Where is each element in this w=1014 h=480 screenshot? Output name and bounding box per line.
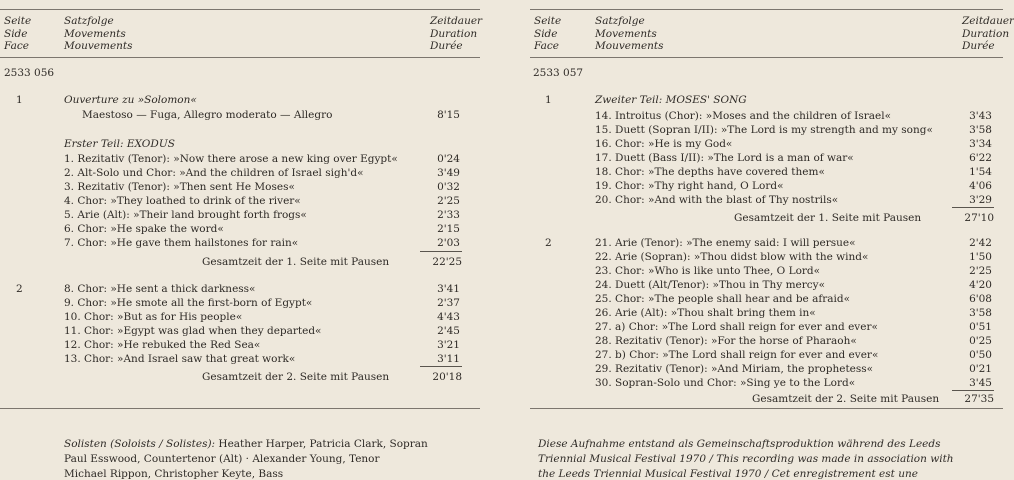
soloists-line-2: Paul Esswood, Countertenor (Alt) · Alexander Young, Tenor (64, 453, 380, 465)
header-duration: Duration (430, 27, 478, 40)
part-title: Zweiter Teil: MOSES' SONG (595, 94, 747, 106)
track-time: 4'20 (969, 279, 992, 291)
track-title: 14. Introitus (Chor): »Moses and the children of Israel« (595, 110, 891, 122)
track-title: 11. Chor: »Egypt was glad when they departed« (64, 325, 322, 337)
soloists-label: Solisten (Soloists / Solistes): (64, 438, 216, 450)
track-title: 24. Duett (Alt/Tenor): »Thou in Thy mercy« (595, 279, 826, 291)
left-header-duration-col (430, 15, 482, 53)
track-time: 3'34 (969, 138, 992, 150)
header-duration: Duration (962, 27, 1010, 40)
total-rule (952, 207, 994, 208)
recording-note-line-2: Triennial Musical Festival 1970 / This recording was made in association with (538, 453, 954, 465)
track-time: 1'54 (969, 166, 992, 178)
track-title: 1. Rezitativ (Tenor): »Now there arose a new king over Egypt« (64, 153, 398, 165)
recording-note-line-1: Diese Aufnahme entstand als Gemeinschaftsproduktion während des Leeds (538, 438, 941, 450)
track-title: 16. Chor: »He is my God« (595, 138, 733, 150)
track-title: 20. Chor: »And with the blast of Thy nostrils« (595, 194, 839, 206)
total-time: 27'10 (964, 212, 994, 224)
track-time: 4'43 (437, 311, 460, 323)
track-time: 0'21 (969, 363, 992, 375)
track-time: 2'15 (437, 223, 460, 235)
track-time: 0'25 (969, 335, 992, 347)
total-label: Gesamtzeit der 2. Seite mit Pausen (202, 371, 390, 383)
track-time: 3'49 (437, 167, 460, 179)
right-header-movements-col (595, 15, 664, 53)
track-title: 23. Chor: »Who is like unto Thee, O Lord« (595, 265, 821, 277)
soloists-line-1 (64, 438, 428, 450)
header-mouvements: Mouvements (595, 40, 664, 52)
recording-note-line-3: the Leeds Triennial Musical Festival 1970 / Cet enregistrement est une (538, 468, 918, 480)
track-title: 9. Chor: »He smote all the first-born of Egypt« (64, 297, 313, 309)
total-time: 27'35 (964, 393, 994, 405)
track-time: 0'50 (969, 349, 992, 361)
header-movements: Movements (595, 27, 657, 40)
track-title: 15. Duett (Sopran I/II): »The Lord is my strength and my song« (595, 124, 933, 136)
total-label: Gesamtzeit der 2. Seite mit Pausen (752, 393, 940, 405)
header-side: Side (534, 27, 558, 40)
header-zeitdauer: Zeitdauer (430, 15, 483, 27)
track-time: 6'08 (969, 293, 992, 305)
track-time: 3'45 (969, 377, 992, 389)
track-title: 26. Arie (Alt): »Thou shalt bring them in« (595, 307, 816, 319)
soloists-line-3: Michael Rippon, Christopher Keyte, Bass (64, 468, 284, 480)
track-title: 8. Chor: »He sent a thick darkness« (64, 283, 256, 295)
overture-title: Ouverture zu »Solomon« (64, 94, 197, 106)
track-title: 4. Chor: »They loathed to drink of the river« (64, 195, 301, 207)
track-time: 6'22 (969, 152, 992, 164)
track-title: 7. Chor: »He gave them hailstones for rain« (64, 237, 299, 249)
track-title: 10. Chor: »But as for His people« (64, 311, 243, 323)
track-title: 6. Chor: »He spake the word« (64, 223, 224, 235)
track-title: 12. Chor: »He rebuked the Red Sea« (64, 339, 261, 351)
right-header-duration-col (962, 15, 1014, 53)
track-time: 2'25 (437, 195, 460, 207)
overture-time: 8'15 (437, 109, 460, 121)
track-title: 17. Duett (Bass I/II): »The Lord is a man of war« (595, 152, 854, 164)
top-rule-right (530, 9, 1003, 10)
header-satzfolge: Satzfolge (595, 15, 645, 27)
catalog-number: 2533 056 (4, 67, 55, 79)
side-number: 2 (16, 283, 23, 295)
track-time: 2'03 (437, 237, 460, 249)
track-time: 2'33 (437, 209, 460, 221)
side-number: 2 (545, 237, 552, 249)
track-title: 29. Rezitativ (Tenor): »And Miriam, the prophetess« (595, 363, 874, 375)
track-title: 2. Alt-Solo und Chor: »And the children of Israel sigh'd« (64, 167, 364, 179)
track-title: 30. Sopran-Solo und Chor: »Sing ye to the Lord« (595, 377, 856, 389)
track-title: 22. Arie (Sopran): »Thou didst blow with the wind« (595, 251, 869, 263)
header-seite: Seite (534, 15, 562, 27)
total-time: 20'18 (432, 371, 462, 383)
track-time: 3'43 (969, 110, 992, 122)
total-rule (420, 366, 462, 367)
overture-movements: Maestoso — Fuga, Allegro moderato — Allegro (82, 109, 333, 121)
track-title: 28. Rezitativ (Tenor): »For the horse of Pharaoh« (595, 335, 857, 347)
track-time: 2'25 (969, 265, 992, 277)
track-title: 27. b) Chor: »The Lord shall reign for ever and ever« (595, 349, 879, 361)
header-face: Face (534, 40, 559, 52)
track-title: 3. Rezitativ (Tenor): »Then sent He Moses« (64, 181, 295, 193)
header-rule-right (530, 57, 1003, 58)
track-time: 0'24 (437, 153, 460, 165)
track-time: 3'58 (969, 307, 992, 319)
total-label: Gesamtzeit der 1. Seite mit Pausen (734, 212, 922, 224)
header-movements: Movements (64, 27, 126, 40)
track-title: 27. a) Chor: »The Lord shall reign for ever and ever« (595, 321, 878, 333)
side-number: 1 (16, 94, 23, 106)
total-time: 22'25 (432, 256, 462, 268)
track-time: 1'50 (969, 251, 992, 263)
catalog-number: 2533 057 (533, 67, 584, 79)
header-face: Face (4, 40, 29, 52)
total-rule (420, 251, 462, 252)
header-satzfolge: Satzfolge (64, 15, 114, 27)
header-rule-left (0, 57, 480, 58)
track-time: 3'29 (969, 194, 992, 206)
track-time: 2'42 (969, 237, 992, 249)
left-header-movements-col (64, 15, 133, 53)
header-mouvements: Mouvements (64, 40, 133, 52)
track-time: 0'51 (969, 321, 992, 333)
track-title: 13. Chor: »And Israel saw that great work« (64, 353, 296, 365)
track-title: 19. Chor: »Thy right hand, O Lord« (595, 180, 784, 192)
track-time: 3'11 (437, 353, 460, 365)
total-rule (952, 390, 994, 391)
track-title: 25. Chor: »The people shall hear and be afraid« (595, 293, 851, 305)
part-title: Erster Teil: EXODUS (64, 138, 175, 150)
track-title: 21. Arie (Tenor): »The enemy said: I will persue« (595, 237, 856, 249)
track-time: 0'32 (437, 181, 460, 193)
right-header-side-col (534, 15, 561, 53)
left-header-side-col (4, 15, 31, 53)
side-number: 1 (545, 94, 552, 106)
header-zeitdauer: Zeitdauer (962, 15, 1014, 27)
top-rule-left (0, 9, 480, 10)
track-time: 4'06 (969, 180, 992, 192)
track-time: 2'37 (437, 297, 460, 309)
bottom-rule-right (530, 408, 1003, 409)
total-label: Gesamtzeit der 1. Seite mit Pausen (202, 256, 390, 268)
track-time: 2'45 (437, 325, 460, 337)
soloists-names-1: Heather Harper, Patricia Clark, Sopran (215, 438, 428, 450)
track-title: 5. Arie (Alt): »Their land brought forth frogs« (64, 209, 307, 221)
bottom-rule-left (0, 408, 480, 409)
header-duree: Durée (430, 40, 463, 52)
track-title: 18. Chor: »The depths have covered them« (595, 166, 825, 178)
header-seite: Seite (4, 15, 32, 27)
track-time: 3'58 (969, 124, 992, 136)
track-time: 3'41 (437, 283, 460, 295)
header-duree: Durée (962, 40, 995, 52)
track-time: 3'21 (437, 339, 460, 351)
header-side: Side (4, 27, 28, 40)
